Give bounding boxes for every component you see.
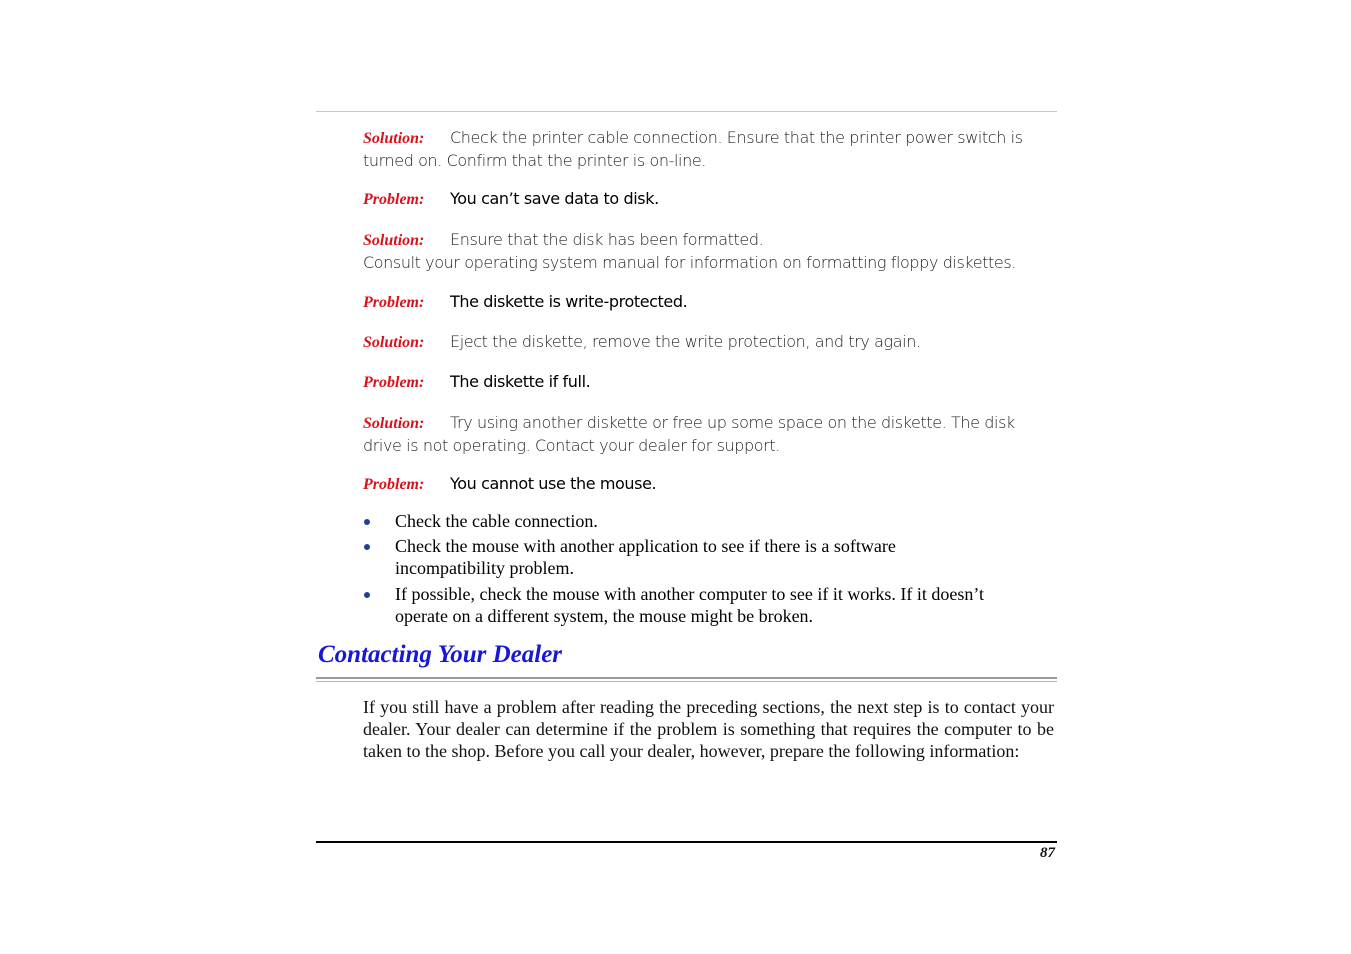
body-paragraph: If you still have a problem after reading the preceding sections, the next step is to contact your dealer. Your dealer can determine if the problem is something that requires the computer to be taken to the shop. Before you call your dealer, however, prepare the following information: (363, 697, 1054, 761)
bullet-icon (364, 519, 370, 525)
solution-text: Ensure that the disk has been formatted. (450, 230, 764, 249)
problem-text: The diskette is write-protected. (450, 292, 688, 311)
list-item (363, 583, 1055, 627)
solution-text-continued: Consult your operating system manual for information on formatting floppy diskettes. (363, 253, 1016, 272)
troubleshooting-content (363, 127, 1055, 627)
bullet-icon (364, 592, 370, 598)
solution-text: Check the printer cable connection. Ensure that the printer power switch is turned on. Confirm that the printer is on-line. (363, 128, 1023, 170)
list-item (363, 510, 1055, 532)
solution-entry (363, 331, 1055, 354)
section-heading: Contacting Your Dealer (318, 641, 563, 668)
problem-label: Problem: (363, 191, 425, 208)
solution-entry (363, 127, 1055, 172)
list-item-text: If possible, check the mouse with another computer to see if it works. If it doesn’t operate on a different system, the mouse might be broken. (395, 584, 985, 626)
problem-label: Problem: (363, 294, 425, 311)
heading-rule (316, 677, 1057, 679)
bullet-icon (364, 544, 370, 550)
problem-text: You cannot use the mouse. (450, 474, 657, 493)
footer-rule (316, 841, 1057, 843)
solution-label: Solution: (363, 334, 425, 351)
page-number: 87 (1040, 845, 1055, 861)
solution-text: Eject the diskette, remove the write protection, and try again. (450, 332, 921, 351)
solution-label: Solution: (363, 130, 425, 147)
solution-label: Solution: (363, 415, 425, 432)
solution-entry (363, 412, 1055, 457)
problem-entry (363, 291, 1055, 314)
problem-entry (363, 371, 1055, 394)
problem-label: Problem: (363, 476, 425, 493)
mouse-checklist (363, 510, 1055, 627)
problem-text: You can’t save data to disk. (450, 189, 659, 208)
problem-entry (363, 473, 1055, 496)
solution-label: Solution: (363, 232, 425, 249)
solution-entry (363, 229, 1055, 274)
problem-entry (363, 188, 1055, 211)
list-item (363, 535, 1055, 579)
top-rule (316, 111, 1057, 112)
problem-text: The diskette if full. (450, 372, 591, 391)
heading-rule-secondary (316, 681, 1057, 682)
list-item-text: Check the mouse with another application to see if there is a software incompatibility problem. (395, 536, 896, 578)
solution-text: Try using another diskette or free up some space on the diskette. The disk drive is not operating. Contact your dealer for support. (363, 413, 1015, 455)
list-item-text: Check the cable connection. (395, 511, 598, 531)
problem-label: Problem: (363, 374, 425, 391)
